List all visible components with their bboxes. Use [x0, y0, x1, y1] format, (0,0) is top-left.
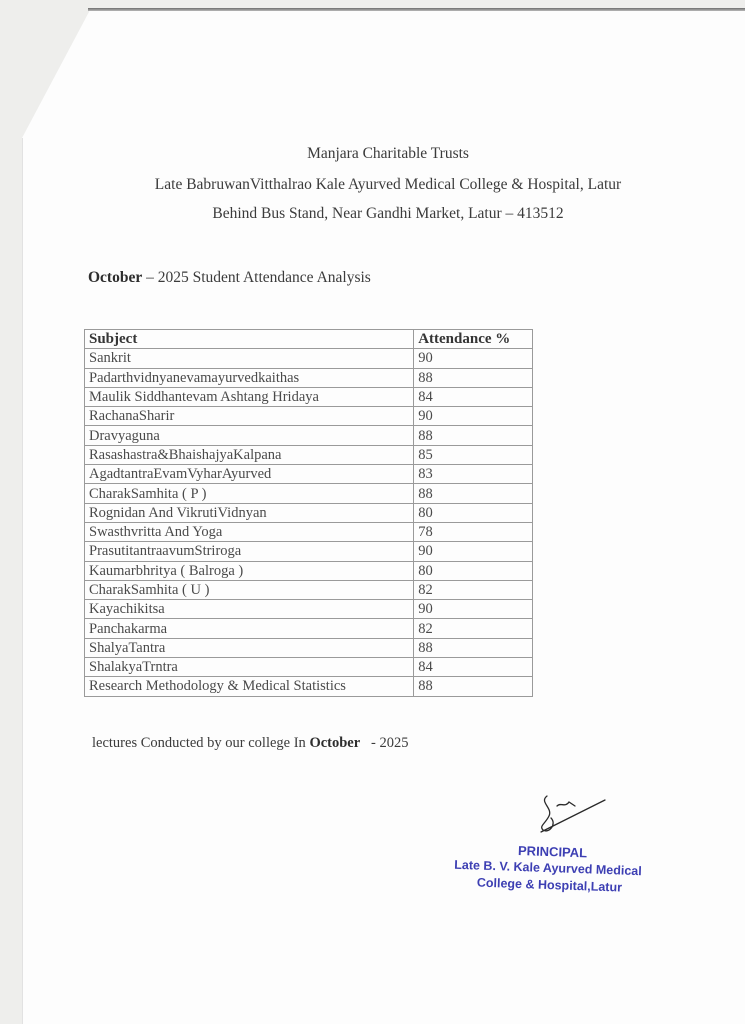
attendance-cell: 90 — [414, 542, 533, 561]
subject-cell: Sankrit — [85, 349, 414, 368]
subject-cell: Kayachikitsa — [85, 600, 414, 619]
subject-cell: Kaumarbhritya ( Balroga ) — [85, 561, 414, 580]
subject-cell: Maulik Siddhantevam Ashtang Hridaya — [85, 387, 414, 406]
signature-stroke — [541, 796, 605, 832]
table-row — [85, 561, 533, 580]
table-row — [85, 465, 533, 484]
table-row — [85, 658, 533, 677]
table-row — [85, 600, 533, 619]
attendance-cell: 88 — [414, 677, 533, 696]
subject-cell: Rognidan And VikrutiVidnyan — [85, 503, 414, 522]
attendance-cell: 88 — [414, 484, 533, 503]
table-row — [85, 542, 533, 561]
college-address: Behind Bus Stand, Near Gandhi Market, Latur – 413512 — [212, 205, 564, 222]
attendance-cell: 90 — [414, 600, 533, 619]
table-row — [85, 522, 533, 541]
attendance-cell: 80 — [414, 561, 533, 580]
attendance-table — [84, 329, 533, 697]
column-header-attendance: Attendance % — [414, 330, 533, 349]
attendance-cell: 83 — [414, 465, 533, 484]
table-row — [85, 619, 533, 638]
table-row — [85, 677, 533, 696]
table-row — [85, 445, 533, 464]
subject-cell: Rasashastra&BhaishajyaKalpana — [85, 445, 414, 464]
table-row — [85, 387, 533, 406]
attendance-cell: 82 — [414, 619, 533, 638]
attendance-cell: 85 — [414, 445, 533, 464]
subject-cell: ShalakyaTrntra — [85, 658, 414, 677]
subject-cell: Padarthvidnyanevamayurvedkaithas — [85, 368, 414, 387]
report-title — [88, 269, 371, 287]
subject-cell: AgadtantraEvamVyharAyurved — [85, 465, 414, 484]
table-row — [85, 503, 533, 522]
table-row — [85, 349, 533, 368]
attendance-cell: 90 — [414, 349, 533, 368]
subject-cell: Dravyaguna — [85, 426, 414, 445]
subject-cell: CharakSamhita ( P ) — [85, 484, 414, 503]
attendance-cell: 88 — [414, 368, 533, 387]
stamp-institution-line1: Late B. V. Kale Ayurved Medical — [454, 857, 642, 879]
footer-suffix: - 2025 — [360, 735, 409, 751]
subject-cell: PrasutitantraavumStriroga — [85, 542, 414, 561]
report-month: October — [88, 269, 143, 286]
principal-stamp — [447, 840, 649, 898]
principal-signature — [535, 788, 615, 838]
table-row — [85, 407, 533, 426]
attendance-cell: 80 — [414, 503, 533, 522]
trust-name: Manjara Charitable Trusts — [307, 145, 469, 162]
attendance-cell: 84 — [414, 387, 533, 406]
table-header-row — [85, 330, 533, 349]
page-left-edge — [22, 138, 23, 1024]
attendance-cell: 82 — [414, 580, 533, 599]
lectures-conducted-line — [92, 735, 409, 752]
report-title-rest: – 2025 Student Attendance Analysis — [142, 269, 371, 286]
subject-cell: CharakSamhita ( U ) — [85, 580, 414, 599]
column-header-subject: Subject — [85, 330, 414, 349]
attendance-cell: 78 — [414, 522, 533, 541]
subject-cell: Swasthvritta And Yoga — [85, 522, 414, 541]
footer-prefix: lectures Conducted by our college In — [92, 735, 310, 751]
college-name: Late BabruwanVitthalrao Kale Ayurved Medical College & Hospital, Latur — [154, 176, 622, 193]
stamp-title: PRINCIPAL — [517, 842, 588, 861]
stamp-institution-line2: College & Hospital,Latur — [476, 875, 623, 895]
table-row — [85, 426, 533, 445]
table-row — [85, 638, 533, 657]
table-row — [85, 368, 533, 387]
subject-cell: Panchakarma — [85, 619, 414, 638]
table-row — [85, 484, 533, 503]
page-top-edge — [88, 8, 745, 11]
footer-month: October — [309, 735, 361, 751]
table-row — [85, 580, 533, 599]
attendance-cell: 88 — [414, 426, 533, 445]
subject-cell: ShalyaTantra — [85, 638, 414, 657]
attendance-table-body — [85, 349, 533, 696]
subject-cell: Research Methodology & Medical Statistics — [85, 677, 414, 696]
attendance-cell: 90 — [414, 407, 533, 426]
attendance-cell: 84 — [414, 658, 533, 677]
attendance-cell: 88 — [414, 638, 533, 657]
subject-cell: RachanaSharir — [85, 407, 414, 426]
